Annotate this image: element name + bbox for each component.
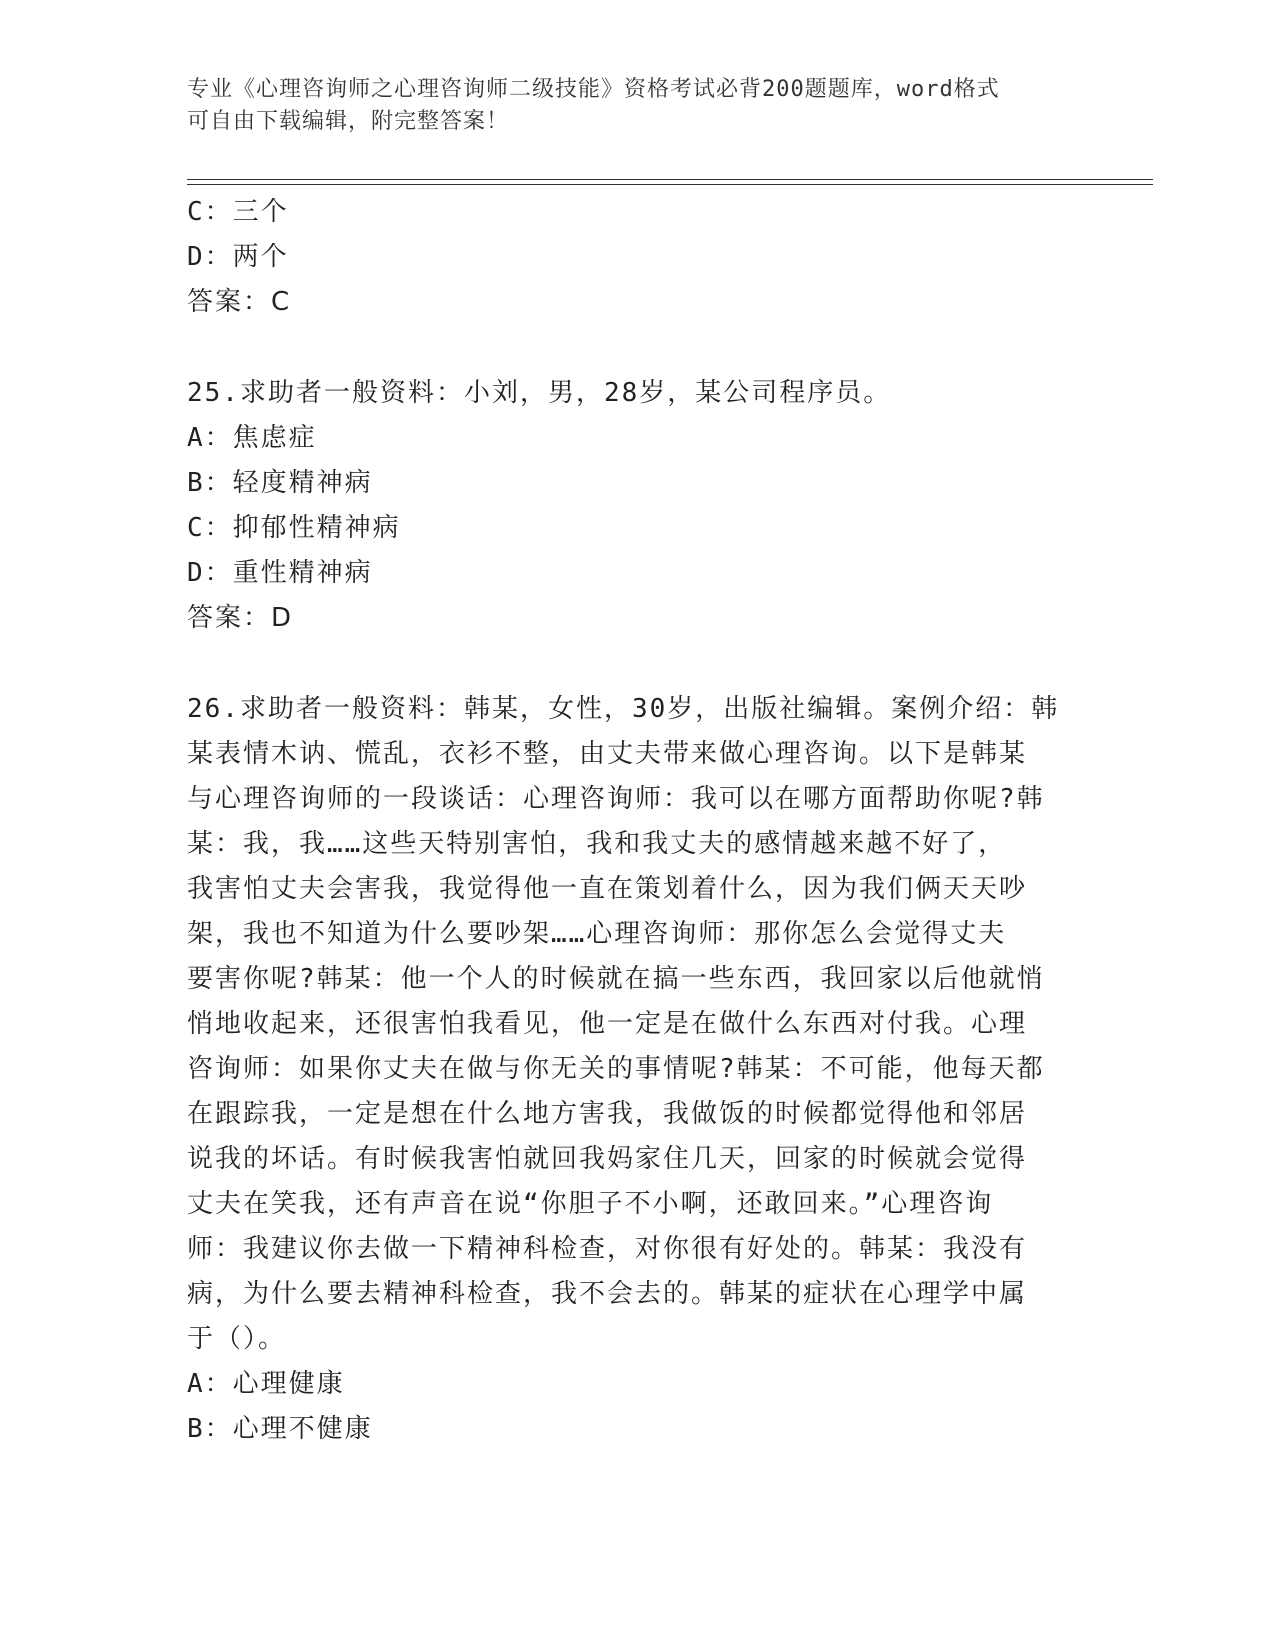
answer-line: 答案：C: [187, 287, 292, 317]
question-stem: 25.求助者一般资料：小刘，男，28岁，某公司程序员。: [187, 378, 892, 408]
header-rule-bottom: [187, 184, 1153, 185]
question-25: [187, 371, 1087, 641]
spacer: [187, 641, 1087, 687]
header-line-1: 专业《心理咨询师之心理咨询师二级技能》资格考试必背200题题库，word格式: [187, 77, 1000, 102]
question-stem-line: 与心理咨询师的一段谈话：心理咨询师：我可以在哪方面帮助你呢?韩: [187, 784, 1045, 814]
option-a: A：焦虑症: [187, 423, 317, 453]
question-stem-line: 要害你呢?韩某：他一个人的时候就在搞一些东西，我回家以后他就悄: [187, 964, 1045, 994]
question-stem-line: 于（）。: [187, 1324, 287, 1354]
question-stem-line: 架，我也不知道为什么要吵架……心理咨询师：那你怎么会觉得丈夫: [187, 919, 1007, 949]
option-c: C：三个: [187, 197, 289, 227]
question-stem-line: 咨询师：如果你丈夫在做与你无关的事情呢?韩某：不可能，他每天都: [187, 1054, 1045, 1084]
question-stem-line: 26.求助者一般资料：韩某，女性，30岁，出版社编辑。案例介绍：韩: [187, 694, 1060, 724]
question-stem-line: 我害怕丈夫会害我，我觉得他一直在策划着什么，因为我们俩天天吵: [187, 874, 1028, 904]
option-a: A：心理健康: [187, 1369, 345, 1399]
answer-line: 答案：D: [187, 603, 294, 633]
option-c: C：抑郁性精神病: [187, 513, 401, 543]
spacer: [187, 325, 1087, 371]
question-stem-line: 师：我建议你去做一下精神科检查，对你很有好处的。韩某：我没有: [187, 1234, 1028, 1264]
question-stem-line: 说我的坏话。有时候我害怕就回我妈家住几天，回家的时候就会觉得: [187, 1144, 1028, 1174]
option-d: D：两个: [187, 242, 289, 272]
question-stem-line: 悄地收起来，还很害怕我看见，他一定是在做什么东西对付我。心理: [187, 1009, 1028, 1039]
header-rule-top: [187, 179, 1153, 180]
document-header: [187, 74, 1067, 138]
question-24-tail: [187, 190, 1087, 325]
question-stem-line: 病，为什么要去精神科检查，我不会去的。韩某的症状在心理学中属: [187, 1279, 1028, 1309]
header-line-2: 可自由下载编辑，附完整答案！: [187, 109, 510, 134]
option-b: B：心理不健康: [187, 1414, 373, 1444]
question-26: [187, 687, 1087, 1452]
option-d: D：重性精神病: [187, 558, 373, 588]
question-stem-line: 某表情木讷、慌乱，衣衫不整，由丈夫带来做心理咨询。以下是韩某: [187, 739, 1028, 769]
option-b: B：轻度精神病: [187, 468, 373, 498]
question-stem-line: 在跟踪我，一定是想在什么地方害我，我做饭的时候都觉得他和邻居: [187, 1099, 1028, 1129]
question-content: [187, 190, 1087, 1452]
question-stem-line: 某：我，我……这些天特别害怕，我和我丈夫的感情越来越不好了，: [187, 829, 1007, 859]
question-stem-line: 丈夫在笑我，还有声音在说“你胆子不小啊，还敢回来。”心理咨询: [187, 1189, 994, 1219]
